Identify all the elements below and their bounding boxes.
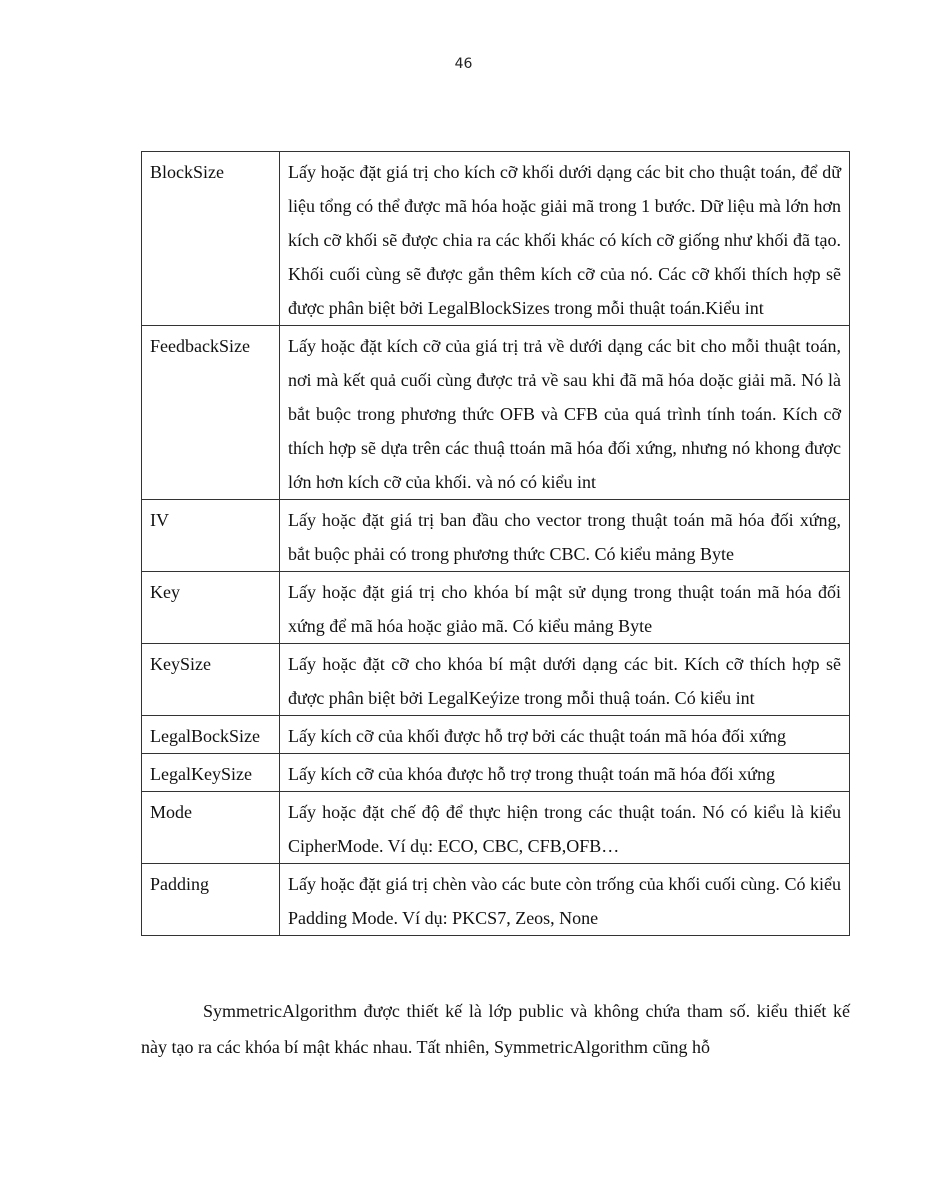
property-name: KeySize (142, 644, 280, 716)
table-row (142, 754, 850, 792)
property-name: Padding (142, 864, 280, 936)
body-paragraph: SymmetricAlgorithm được thiết kế là lớp public và không chứa tham số. kiểu thiết kế này tạo ra các khóa bí mật khác nhau. Tất nhiên, SymmetricAlgorithm cũng hỗ (141, 1001, 850, 1057)
page-number: 46 (454, 56, 473, 72)
property-name: LegalKeySize (142, 754, 280, 792)
property-name: Mode (142, 792, 280, 864)
property-description: Lấy hoặc đặt chế độ để thực hiện trong các thuật toán. Nó có kiểu là kiểu CipherMode. Ví dụ: ECO, CBC, CFB,OFB… (280, 792, 850, 864)
property-name: BlockSize (142, 152, 280, 326)
property-description: Lấy kích cỡ của khối được hỗ trợ bởi các thuật toán mã hóa đối xứng (280, 716, 850, 754)
table-row (142, 864, 850, 936)
property-name: Key (142, 572, 280, 644)
property-description: Lấy hoặc đặt giá trị cho khóa bí mật sử dụng trong thuật toán mã hóa đối xứng để mã hóa hoặc giảo mã. Có kiểu mảng Byte (280, 572, 850, 644)
property-name: FeedbackSize (142, 326, 280, 500)
property-description: Lấy hoặc đặt giá trị ban đầu cho vector trong thuật toán mã hóa đối xứng, bắt buộc phải có trong phương thức CBC. Có kiểu mảng Byte (280, 500, 850, 572)
table-row (142, 572, 850, 644)
table-row (142, 792, 850, 864)
property-description: Lấy hoặc đặt cỡ cho khóa bí mật dưới dạng các bit. Kích cỡ thích hợp sẽ được phân biệt bởi LegalKeýize trong mỗi thuậ toán. Có kiểu int (280, 644, 850, 716)
property-name: LegalBockSize (142, 716, 280, 754)
table-row (142, 152, 850, 326)
table-row (142, 644, 850, 716)
table-row (142, 326, 850, 500)
property-description: Lấy kích cỡ của khóa được hỗ trợ trong thuật toán mã hóa đối xứng (280, 754, 850, 792)
property-description: Lấy hoặc đặt giá trị chèn vào các bute còn trống của khối cuối cùng. Có kiểu Padding Mode. Ví dụ: PKCS7, Zeos, None (280, 864, 850, 936)
property-description: Lấy hoặc đặt kích cỡ của giá trị trả về dưới dạng các bit cho mỗi thuật toán, nơi mà kết quả cuối cùng được trả về sau khi đã mã hóa doặc giải mã. Nó là bắt buộc trong phương thức OFB và CFB của quá trình tính toán. Kích cỡ thích hợp sẽ dựa trên các thuậ ttoán mã hóa đối xứng, nhưng nó khong được lớn hơn kích cỡ của khối. và nó có kiểu int (280, 326, 850, 500)
table-row (142, 500, 850, 572)
table-row (142, 716, 850, 754)
property-description: Lấy hoặc đặt giá trị cho kích cỡ khối dưới dạng các bit cho thuật toán, để dữ liệu tổng có thể được mã hóa hoặc giải mã trong 1 bước. Dữ liệu mà lớn hơn kích cỡ khối sẽ được chia ra các khối khác có kích cỡ giống như khối đã tạo. Khối cuối cùng sẽ được gắn thêm kích cỡ của nó. Các cỡ khối thích hợp sẽ được phân biệt bởi LegalBlockSizes trong mỗi thuật toán.Kiểu int (280, 152, 850, 326)
properties-table (141, 151, 850, 936)
property-name: IV (142, 500, 280, 572)
